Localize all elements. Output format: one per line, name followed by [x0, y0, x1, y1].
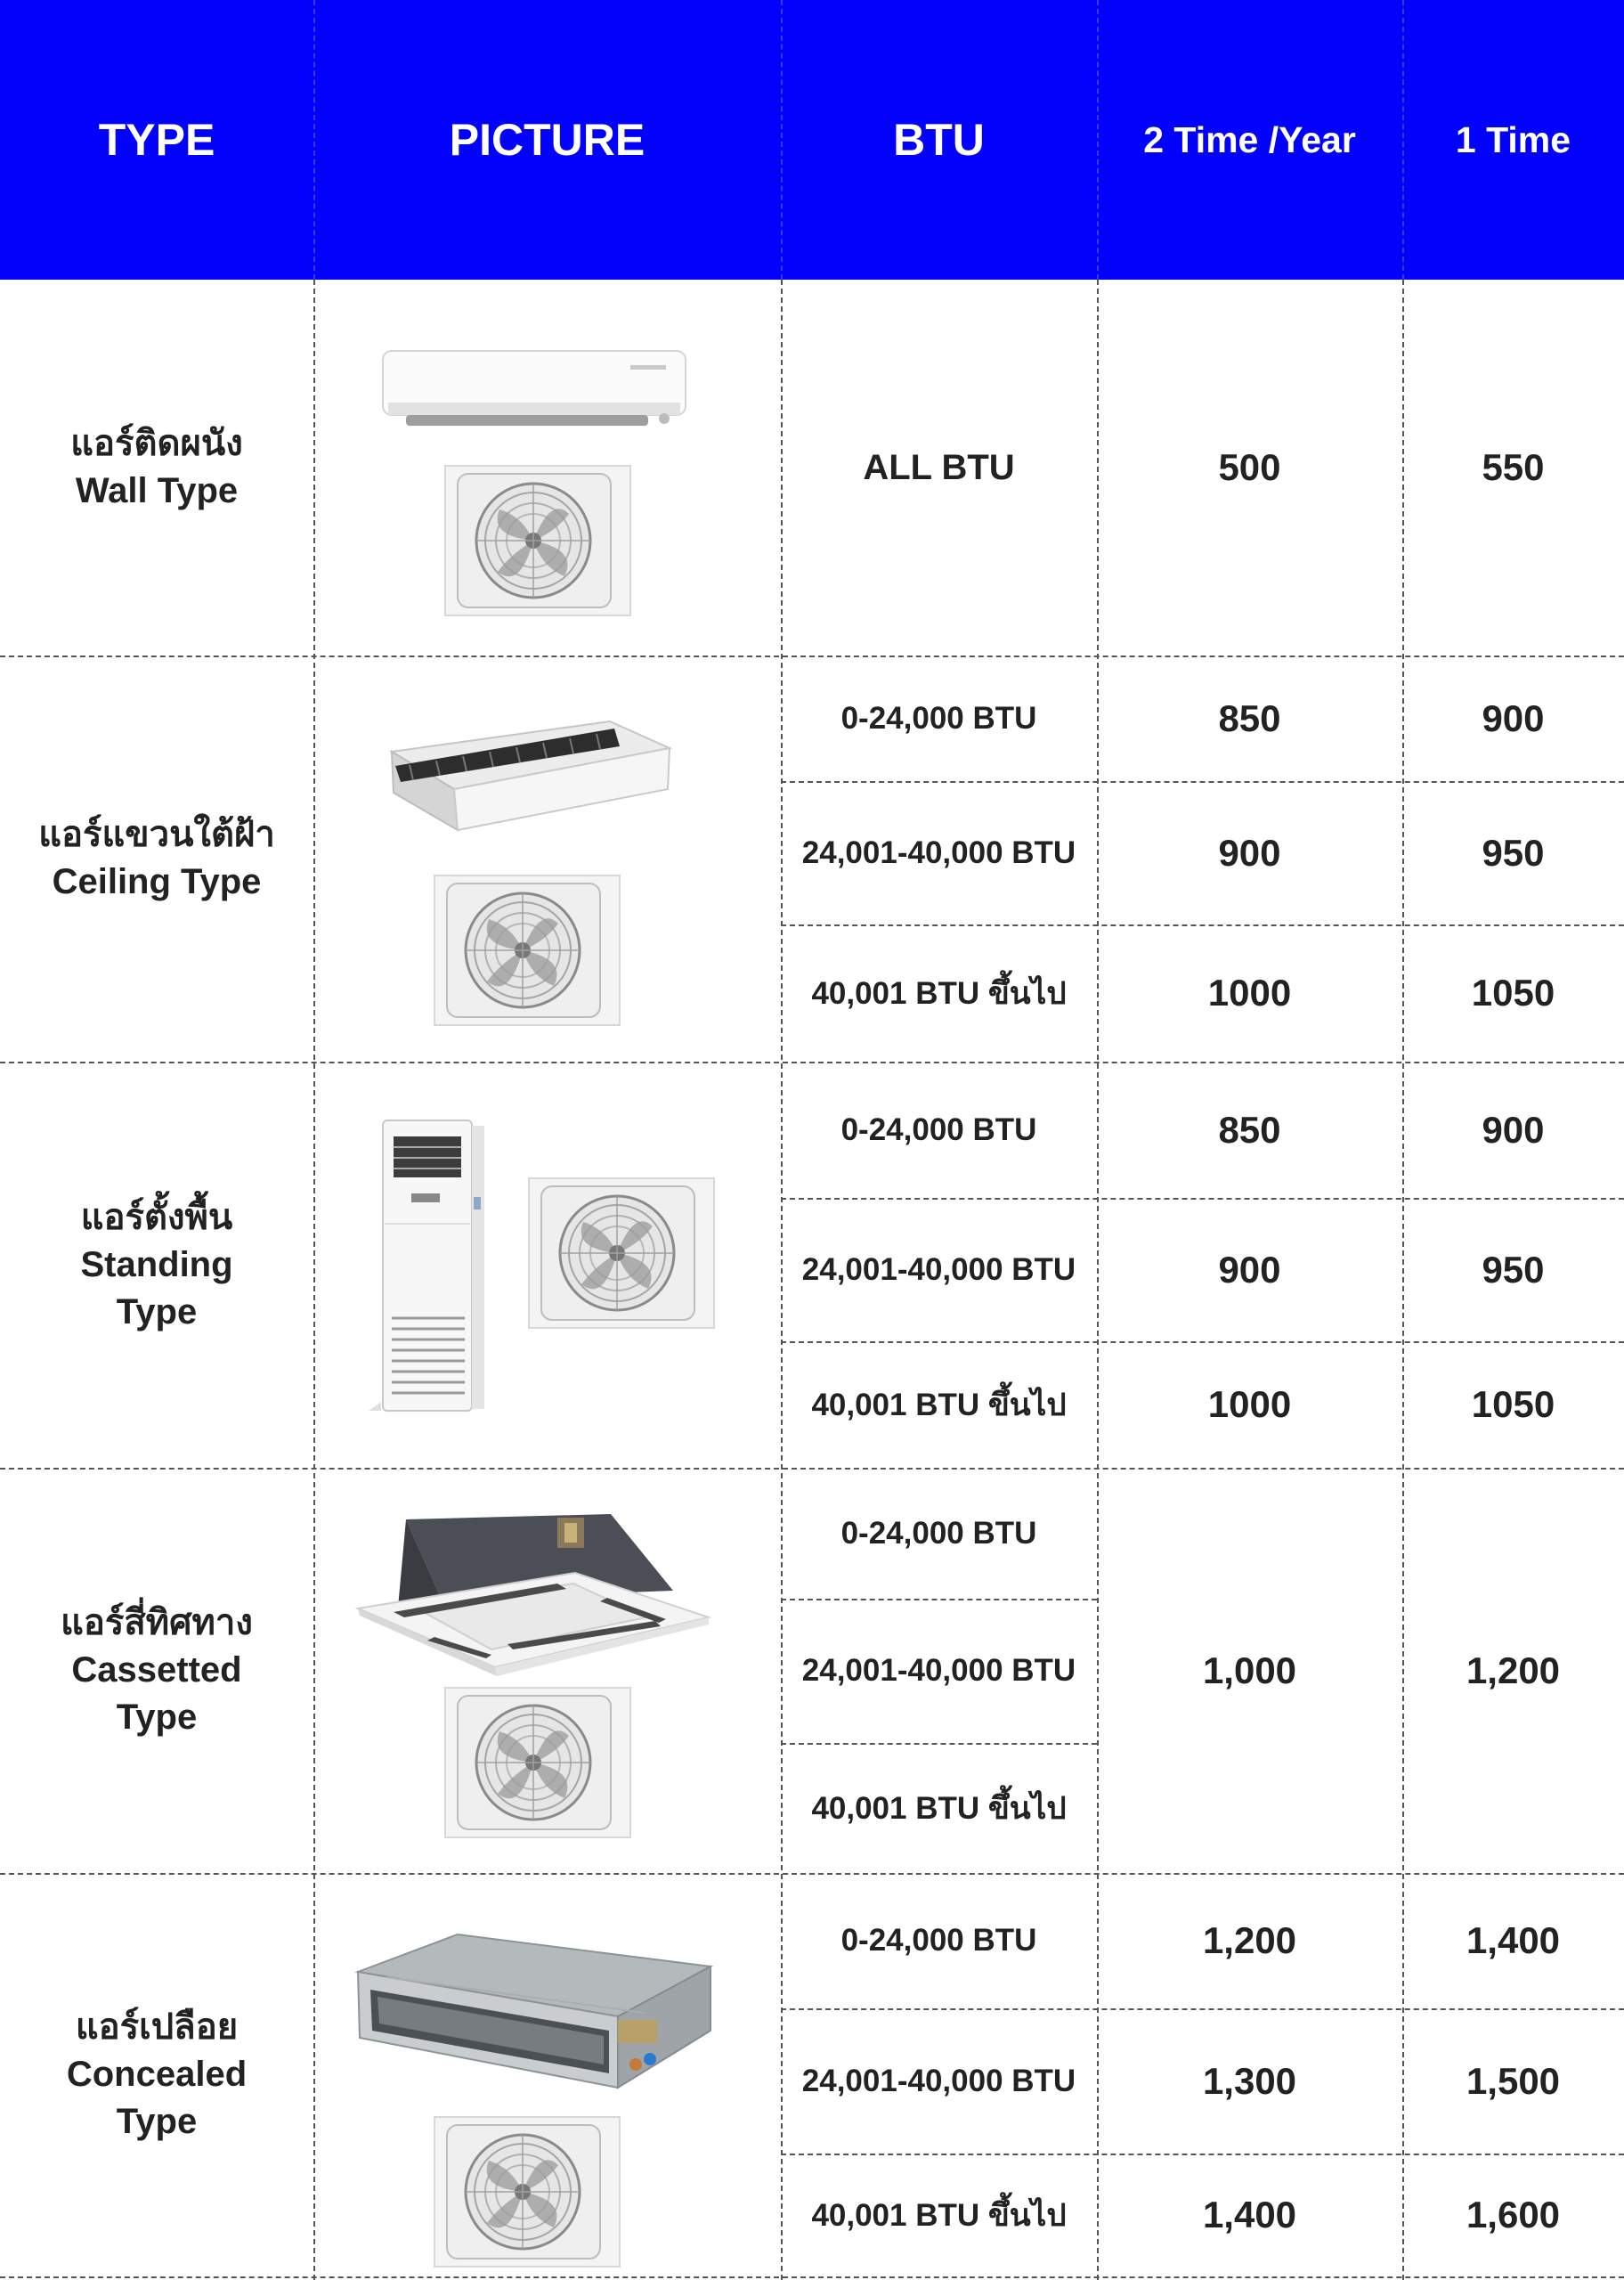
outdoor-fan-unit-icon	[528, 1177, 715, 1329]
price-twice-per-year: 1,300	[1202, 2059, 1297, 2102]
row-type-concealed	[0, 1873, 313, 2276]
price-twice-per-year: 1,400	[1202, 2194, 1297, 2235]
header-type: TYPE	[98, 115, 215, 165]
btu-range: 24,001-40,000 BTU	[801, 835, 1076, 870]
price-twice-per-year: 900	[1218, 831, 1281, 874]
price-twice-per-year: 850	[1218, 1108, 1281, 1151]
btu-range: 40,001 BTU ขึ้นไป	[811, 1790, 1067, 1826]
price-twice-per-year: 1,200	[1202, 1919, 1297, 1961]
price-one-time: 1,500	[1466, 2059, 1561, 2102]
row-type-wall	[0, 280, 313, 656]
btu-range: 0-24,000 BTU	[840, 1923, 1037, 1958]
type-thai-label: แอร์สี่ทิศทาง	[61, 1603, 253, 1642]
cassette-ac-unit-icon	[353, 1510, 710, 1680]
type-english-label: Cassetted	[71, 1650, 242, 1690]
price-one-time: 1,600	[1466, 2194, 1561, 2235]
price-one-time: 1,200	[1466, 1649, 1561, 1691]
price-twice-per-year: 900	[1218, 1248, 1281, 1291]
btu-range: 0-24,000 BTU	[840, 1112, 1037, 1147]
table-header	[0, 0, 1624, 280]
price-one-time: 900	[1482, 696, 1545, 739]
row-type-ceiling	[0, 656, 313, 1062]
wall-ac-unit-icon	[381, 347, 688, 436]
price-one-time: 550	[1482, 446, 1545, 488]
price-twice-per-year: 850	[1218, 696, 1281, 739]
btu-range: 24,001-40,000 BTU	[801, 1653, 1076, 1688]
btu-range: 40,001 BTU ขึ้นไป	[811, 2197, 1067, 2233]
concealed-duct-ac-unit-icon	[351, 1931, 716, 2091]
standing-ac-unit-icon	[365, 1117, 490, 1415]
btu-range: 0-24,000 BTU	[840, 700, 1037, 736]
header-one-time: 1 Time	[1455, 118, 1571, 160]
type-english-label: Type	[116, 1291, 198, 1331]
price-twice-per-year: 1000	[1207, 972, 1292, 1014]
btu-range: 24,001-40,000 BTU	[801, 1251, 1076, 1287]
price-one-time: 950	[1482, 1248, 1545, 1291]
price-one-time: 1050	[1471, 1383, 1555, 1425]
row-divider	[0, 2276, 1624, 2278]
btu-range: 40,001 BTU ขึ้นไป	[811, 975, 1067, 1011]
type-thai-label: แอร์แขวนใต้ฝ้า	[38, 815, 275, 854]
type-english-label: Concealed	[66, 2055, 248, 2094]
type-thai-label: แอร์ติดผนัง	[70, 424, 243, 463]
type-english-label: Ceiling Type	[52, 862, 262, 901]
row-type-cassette	[0, 1468, 313, 1873]
header-picture: PICTURE	[449, 115, 646, 165]
price-twice-per-year: 1000	[1207, 1383, 1292, 1425]
type-thai-label: แอร์เปลือย	[75, 2007, 239, 2047]
outdoor-fan-unit-icon	[444, 1687, 631, 1838]
outdoor-fan-unit-icon	[434, 2116, 621, 2268]
btu-range: 0-24,000 BTU	[840, 1515, 1037, 1551]
type-english-label: Type	[116, 1698, 198, 1737]
btu-range: ALL BTU	[863, 447, 1015, 487]
price-one-time: 900	[1482, 1108, 1545, 1151]
price-twice-per-year: 1,000	[1202, 1649, 1297, 1691]
outdoor-fan-unit-icon	[444, 465, 631, 616]
price-twice-per-year: 500	[1218, 446, 1281, 488]
price-one-time: 1050	[1471, 972, 1555, 1014]
type-english-label: Standing	[80, 1244, 233, 1284]
header-divider	[781, 0, 783, 280]
header-divider	[1402, 0, 1404, 280]
header-btu: BTU	[893, 115, 985, 165]
btu-range: 24,001-40,000 BTU	[801, 2063, 1076, 2098]
header-divider	[1097, 0, 1099, 280]
type-english-label: Type	[116, 2102, 198, 2141]
type-thai-label: แอร์ตั้งพื้น	[80, 1197, 233, 1237]
row-type-standing	[0, 1062, 313, 1468]
btu-range: 40,001 BTU ขึ้นไป	[811, 1387, 1067, 1422]
header-divider	[313, 0, 315, 280]
grid-divider	[313, 280, 315, 2280]
outdoor-fan-unit-icon	[434, 875, 621, 1026]
price-one-time: 950	[1482, 831, 1545, 874]
header-twice-per-year: 2 Time /Year	[1143, 118, 1356, 160]
ceiling-ac-unit-icon	[374, 716, 672, 850]
type-english-label: Wall Type	[75, 471, 239, 510]
price-one-time: 1,400	[1466, 1919, 1561, 1961]
